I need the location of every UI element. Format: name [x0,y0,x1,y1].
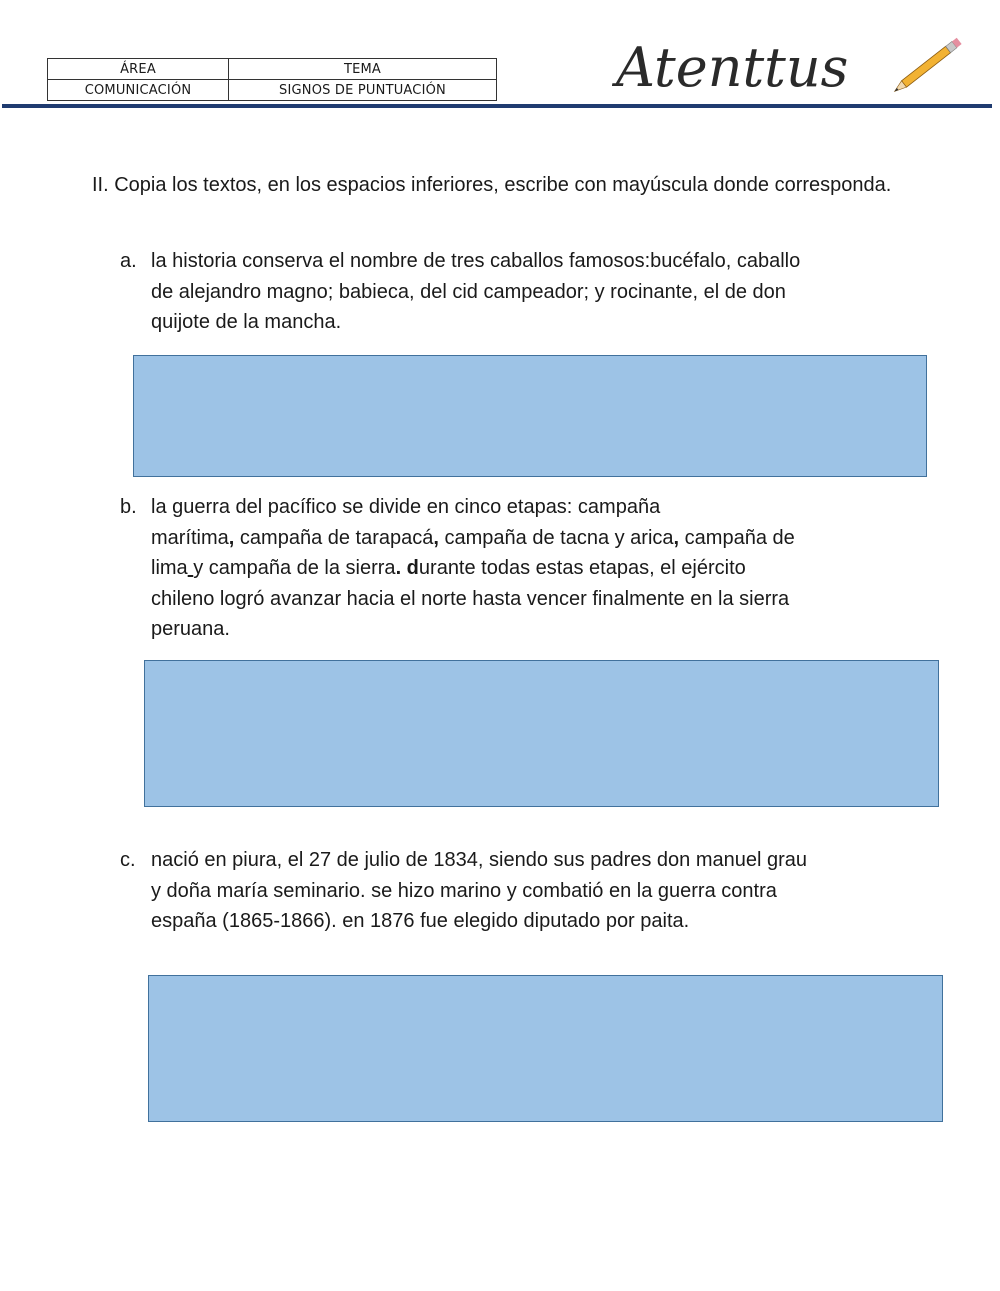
item-a-line: la historia conserva el nombre de tres caballos famosos:bucéfalo, caballo [151,250,801,272]
item-b-line: chileno logró avanzar hacia el norte hasta vencer finalmente en la sierra [151,587,790,610]
item-c-line: y doña maría seminario. se hizo marino y combatió en la guerra contra [151,879,777,902]
item-b-line: marítima, campaña de tarapacá, campaña de tacna y arica, campaña de [151,526,795,549]
item-b-line: la guerra del pacífico se divide en cinco etapas: campaña [151,496,661,518]
area-header: ÁREA [48,59,229,80]
logo-text: Atenttus [616,36,849,99]
instruction-text: II. Copia los textos, en los espacios inferiores, escribe con mayúscula donde corresponda. [92,174,892,196]
pencil-icon [892,38,962,95]
item-b-line: peruana. [151,618,230,640]
item-b-line: lima y campaña de la sierra. durante todas estas etapas, el ejército [151,557,746,579]
item-b-marker: b. [120,496,137,518]
tema-header: TEMA [229,59,497,80]
item-a [120,246,900,338]
item-c-marker: c. [120,849,136,871]
item-a-line: quijote de la mancha. [151,311,342,333]
item-c-line: nació en piura, el 27 de julio de 1834, siendo sus padres don manuel grau [151,849,808,871]
answer-box-c[interactable] [148,975,943,1122]
item-c-line: españa (1865-1866). en 1876 fue elegido diputado por paita. [151,910,690,932]
item-a-line: de alejandro magno; babieca, del cid campeador; y rocinante, el de don [151,280,786,303]
header-rule [2,104,992,108]
atenttus-logo [612,22,972,102]
answer-box-a[interactable] [133,355,927,477]
item-b [120,492,900,645]
item-c [120,845,900,937]
answer-box-b[interactable] [144,660,939,807]
item-a-marker: a. [120,250,137,272]
area-value: COMUNICACIÓN [48,80,229,101]
tema-value: SIGNOS DE PUNTUACIÓN [229,80,497,101]
header-table [47,58,497,101]
